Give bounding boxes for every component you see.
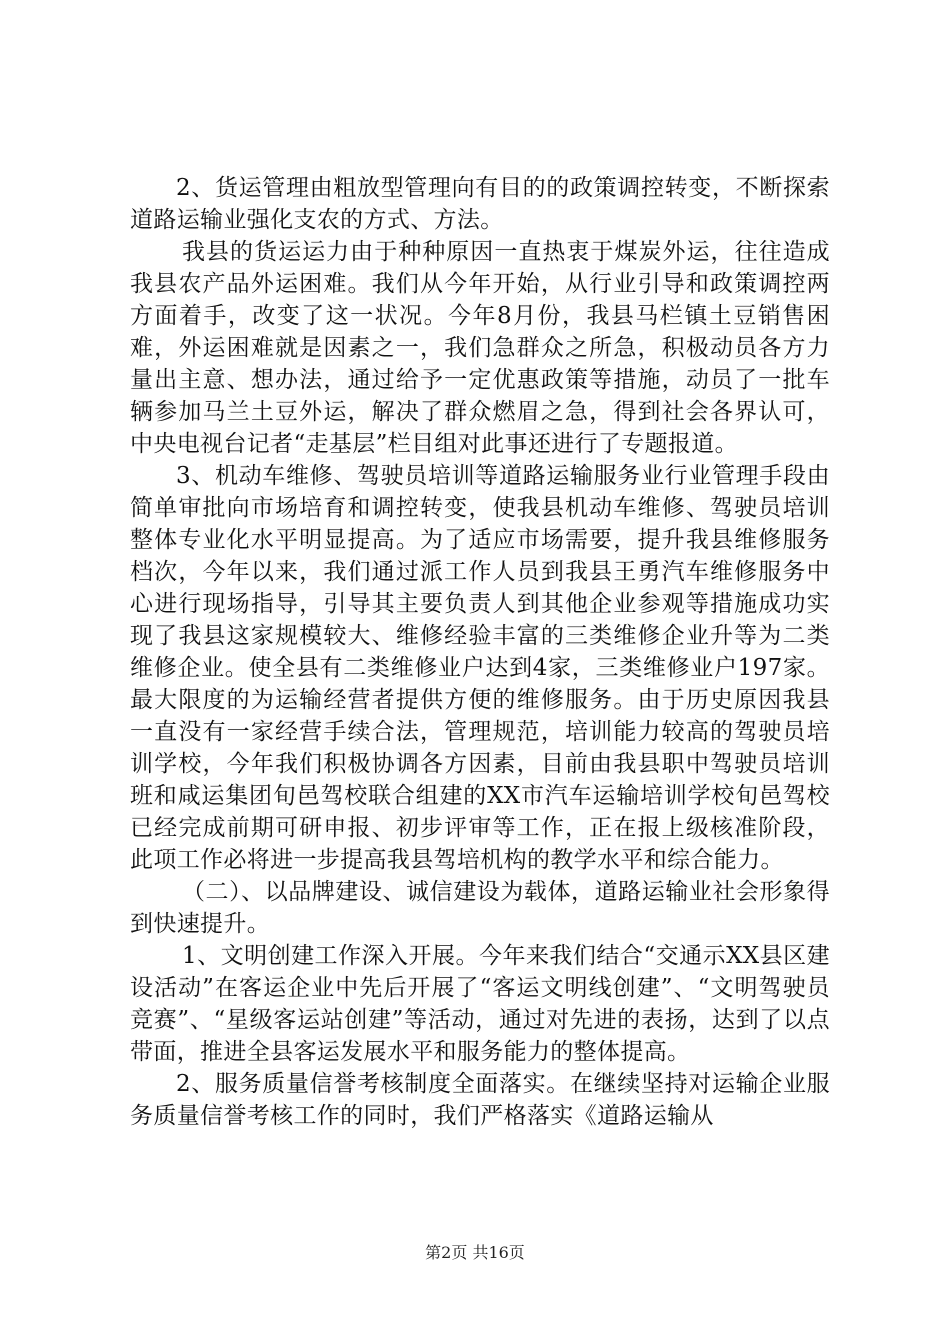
paragraph-potato-transport: 我县的货运运力由于种种原因一直热衷于煤炭外运，往往造成我县农产品外运困难。我们从今年开始，从行业引导和政策调控两方面着手，改变了这一状况。今年8月份，我县马栏镇土豆销售困难，外运困难就是因素之一，我们急群众之所急，积极动员各方力量出主意、想办法，通过给予一定优惠政策等措施，动员了一批车辆参加马兰土豆外运，解决了群众燃眉之急，得到社会各界认可，中央电视台记者“走基层”栏目组对此事还进行了专题报道。 (130, 239, 830, 457)
document-body (130, 172, 830, 1132)
paragraph-section-two-heading: （二）、以品牌建设、诚信建设为载体，道路运输业社会形象得到快速提升。 (130, 879, 830, 937)
page-footer (0, 1240, 950, 1263)
paragraph-service-quality: 2、服务质量信誉考核制度全面落实。在继续坚持对运输企业服务质量信誉考核工作的同时，我们严格落实《道路运输从 (130, 1071, 830, 1129)
page-number-label: 第2页 共16页 (425, 1243, 525, 1262)
paragraph-freight-policy: 2、货运管理由粗放型管理向有目的的政策调控转变，不断探索道路运输业强化支农的方式、方法。 (130, 175, 830, 233)
paragraph-civilization-campaign: 1、文明创建工作深入开展。今年来我们结合“交通示XX县区建设活动”在客运企业中先后开展了“客运文明线创建”、“文明驾驶员竞赛”、“星级客运站创建”等活动，通过对先进的表扬，达到了以点带面，推进全县客运发展水平和服务能力的整体提高。 (130, 943, 830, 1065)
paragraph-vehicle-repair: 3、机动车维修、驾驶员培训等道路运输服务业行业管理手段由简单审批向市场培育和调控转变，使我县机动车维修、驾驶员培训整体专业化水平明显提高。为了适应市场需要，提升我县维修服务档次，今年以来，我们通过派工作人员到我县王勇汽车维修服务中心进行现场指导，引导其主要负责人到其他企业参观等措施成功实现了我县这家规模较大、维修经验丰富的三类维修企业升等为二类维修企业。使全县有二类维修业户达到4家，三类维修业户197家。最大限度的为运输经营者提供方便的维修服务。由于历史原因我县一直没有一家经营手续合法，管理规范，培训能力较高的驾驶员培训学校，今年我们积极协调各方因素，目前由我县职中驾驶员培训班和咸运集团旬邑驾校联合组建的XX市汽车运输培训学校旬邑驾校已经完成前期可研申报、初步评审等工作，正在报上级核准阶段，此项工作必将进一步提高我县驾培机构的教学水平和综合能力。 (130, 463, 830, 873)
